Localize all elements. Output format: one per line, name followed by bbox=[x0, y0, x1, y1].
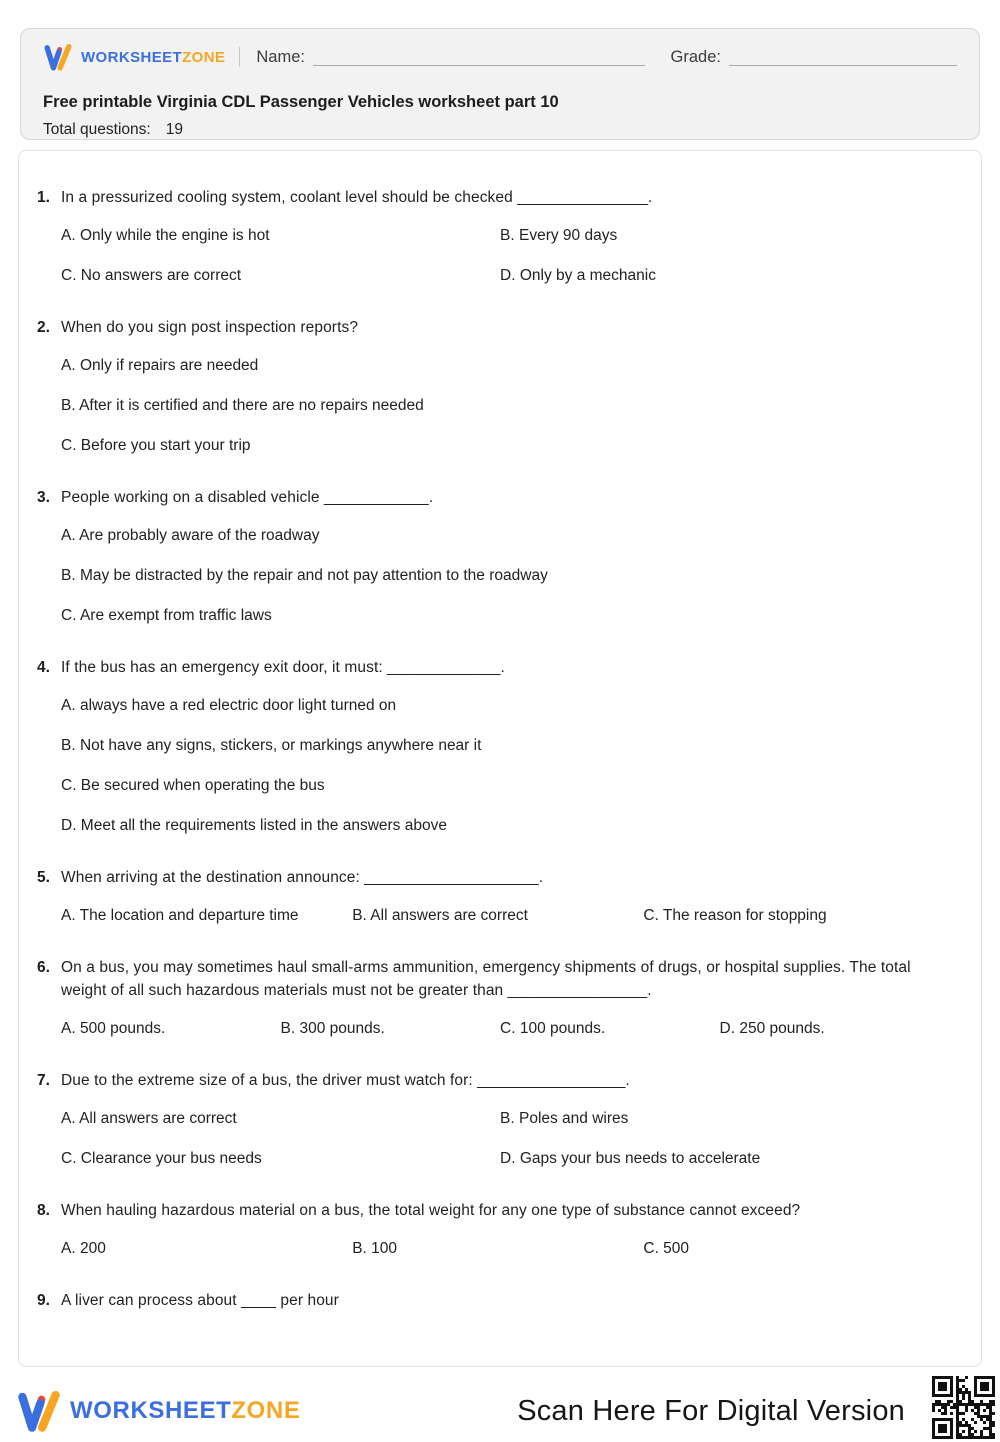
question-text: When do you sign post inspection reports? bbox=[61, 319, 359, 336]
question-5 bbox=[37, 866, 957, 926]
answer-option: A. All answers are correct bbox=[61, 1110, 237, 1127]
question-number: 3. bbox=[37, 489, 50, 506]
answer-option: C. No answers are correct bbox=[61, 267, 242, 284]
header-divider bbox=[239, 47, 240, 67]
answer-option: C. 500 bbox=[643, 1240, 690, 1257]
question-number: 1. bbox=[37, 189, 50, 206]
options-list bbox=[61, 1018, 957, 1039]
question-9 bbox=[37, 1289, 957, 1312]
question-number: 2. bbox=[37, 319, 50, 336]
question-1 bbox=[37, 186, 957, 286]
answer-option: B. May be distracted by the repair and not pay attention to the roadway bbox=[61, 567, 548, 584]
grade-field bbox=[671, 48, 957, 67]
name-field bbox=[256, 48, 644, 67]
options-list bbox=[61, 905, 957, 926]
footer bbox=[0, 1388, 1000, 1442]
options-list bbox=[61, 525, 957, 626]
answer-option: A. Are probably aware of the roadway bbox=[61, 527, 320, 544]
question-3 bbox=[37, 486, 957, 626]
question-number: 8. bbox=[37, 1202, 50, 1219]
answer-option: A. 200 bbox=[61, 1240, 106, 1257]
answer-option: C. Be secured when operating the bus bbox=[61, 777, 325, 794]
question-text: Due to the extreme size of a bus, the driver must watch for: _________________. bbox=[61, 1072, 630, 1089]
question-text: When arriving at the destination announce: ____________________. bbox=[61, 869, 544, 886]
question-text: When hauling hazardous material on a bus, the total weight for any one type of substance cannot exceed? bbox=[61, 1202, 801, 1219]
question-4 bbox=[37, 656, 957, 836]
answer-option: A. 500 pounds. bbox=[61, 1020, 166, 1037]
question-text: In a pressurized cooling system, coolant level should be checked _______________. bbox=[61, 189, 653, 206]
answer-option: A. Only while the engine is hot bbox=[61, 227, 270, 244]
total-questions bbox=[43, 121, 957, 139]
options-list bbox=[61, 1108, 957, 1169]
question-text: A liver can process about ____ per hour bbox=[61, 1292, 339, 1309]
answer-option: B. Poles and wires bbox=[500, 1110, 629, 1127]
header-brand-row bbox=[43, 42, 957, 72]
scan-here-text: Scan Here For Digital Version bbox=[517, 1394, 905, 1427]
answer-option: C. Clearance your bus needs bbox=[61, 1150, 262, 1167]
questions-card bbox=[18, 150, 982, 1367]
qr-code-box bbox=[927, 1372, 999, 1442]
brand-wordmark: WORKSHEETZONE bbox=[81, 48, 226, 66]
worksheetzone-logo-icon bbox=[43, 42, 73, 72]
footer-brand-wordmark: WORKSHEETZONE bbox=[70, 1397, 301, 1424]
question-number: 7. bbox=[37, 1072, 50, 1089]
options-list bbox=[61, 355, 957, 456]
question-text: People working on a disabled vehicle ____________. bbox=[61, 489, 434, 506]
answer-option: A. Only if repairs are needed bbox=[61, 357, 259, 374]
answer-option: D. Meet all the requirements listed in the answers above bbox=[61, 817, 447, 834]
answer-option: A. The location and departure time bbox=[61, 907, 299, 924]
name-line[interactable] bbox=[313, 48, 645, 66]
question-number: 4. bbox=[37, 659, 50, 676]
grade-line[interactable] bbox=[729, 48, 957, 66]
question-number: 5. bbox=[37, 869, 50, 886]
footer-brand-logo bbox=[16, 1388, 300, 1434]
answer-option: B. Every 90 days bbox=[500, 227, 618, 244]
question-2 bbox=[37, 316, 957, 456]
answer-option: C. Before you start your trip bbox=[61, 437, 251, 454]
total-questions-label: Total questions: bbox=[43, 121, 151, 138]
answer-option: B. 300 pounds. bbox=[280, 1020, 385, 1037]
answer-option: B. After it is certified and there are no repairs needed bbox=[61, 397, 424, 414]
worksheet-page bbox=[0, 28, 1000, 1442]
page-title: Free printable Virginia CDL Passenger Vehicles worksheet part 10 bbox=[43, 93, 559, 111]
grade-label: Grade: bbox=[670, 47, 721, 66]
answer-option: B. 100 bbox=[352, 1240, 397, 1257]
options-list bbox=[61, 695, 957, 836]
worksheetzone-logo-icon bbox=[16, 1388, 62, 1434]
questions bbox=[37, 186, 957, 1312]
options-list bbox=[61, 225, 957, 286]
header-card bbox=[20, 28, 980, 140]
question-7 bbox=[37, 1069, 957, 1169]
answer-option: C. The reason for stopping bbox=[643, 907, 827, 924]
question-number: 6. bbox=[37, 959, 50, 976]
name-label: Name: bbox=[256, 47, 305, 66]
question-text: If the bus has an emergency exit door, it must: _____________. bbox=[61, 659, 505, 676]
answer-option: A. always have a red electric door light turned on bbox=[61, 697, 397, 714]
qr-code-icon bbox=[932, 1376, 995, 1439]
brand-logo bbox=[43, 42, 225, 72]
answer-option: B. Not have any signs, stickers, or markings anywhere near it bbox=[61, 737, 482, 754]
question-number: 9. bbox=[37, 1292, 50, 1309]
answer-option: C. 100 pounds. bbox=[500, 1020, 606, 1037]
question-text: On a bus, you may sometimes haul small-arms ammunition, emergency shipments of drugs, or hospital supplies. The total weight of all such hazardous materials must not be greater than ________________. bbox=[61, 959, 911, 999]
answer-option: B. All answers are correct bbox=[352, 907, 528, 924]
total-questions-value: 19 bbox=[165, 121, 183, 138]
answer-option: D. Only by a mechanic bbox=[500, 267, 656, 284]
question-8 bbox=[37, 1199, 957, 1259]
answer-option: D. Gaps your bus needs to accelerate bbox=[500, 1150, 761, 1167]
options-list bbox=[61, 1238, 957, 1259]
answer-option: C. Are exempt from traffic laws bbox=[61, 607, 272, 624]
answer-option: D. 250 pounds. bbox=[719, 1020, 825, 1037]
question-6 bbox=[37, 956, 957, 1039]
